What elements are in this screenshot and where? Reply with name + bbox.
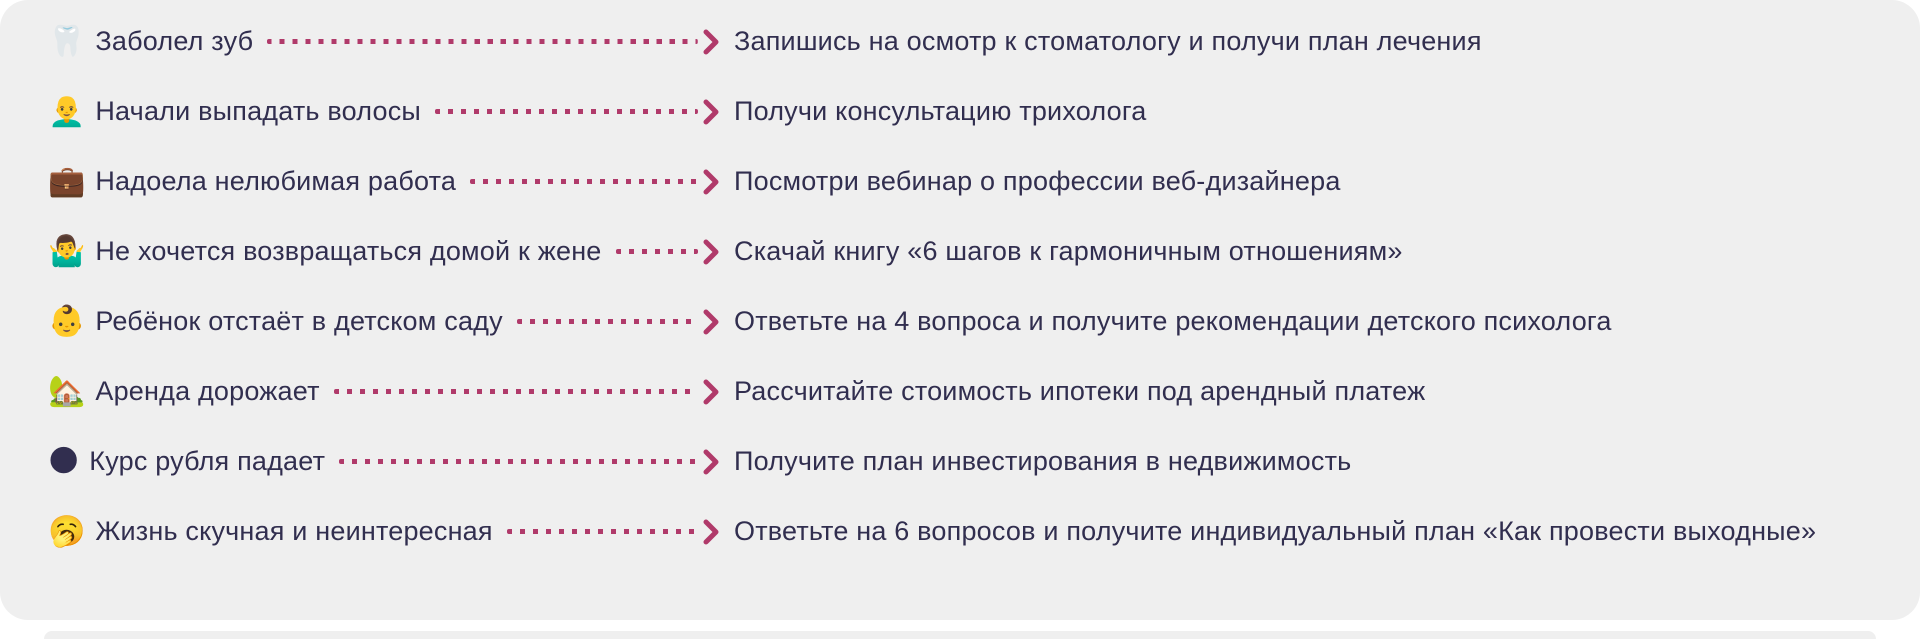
arrow-right-icon xyxy=(702,378,720,406)
problem-side xyxy=(48,516,700,547)
row-ruble xyxy=(48,427,1920,497)
arrow-right-icon xyxy=(702,448,720,476)
problem-side xyxy=(48,166,700,197)
yawning-face-emoji: 🥱 xyxy=(48,514,86,548)
arrow-right-icon xyxy=(702,518,720,546)
tooth-emoji: 🦷 xyxy=(48,24,86,58)
row-relationships xyxy=(48,217,1920,287)
problem-text: Жизнь скучная и неинтересная xyxy=(95,516,493,547)
problem-text: Ребёнок отстаёт в детском саду xyxy=(95,306,503,337)
problem-side xyxy=(48,236,700,267)
bald-man-emoji: 👨‍🦲 xyxy=(48,94,86,128)
dotted-connector xyxy=(339,459,698,464)
dotted-connector xyxy=(517,319,698,324)
problem-text: Аренда дорожает xyxy=(95,376,320,407)
solution-text: Посмотри вебинар о профессии веб-дизайнера xyxy=(734,166,1341,197)
solution-text: Скачай книгу «6 шагов к гармоничным отношениям» xyxy=(734,236,1403,267)
solution-text: Запишись на осмотр к стоматологу и получи план лечения xyxy=(734,26,1482,57)
problem-side xyxy=(48,376,700,407)
next-section-peek xyxy=(44,631,1876,639)
row-rent xyxy=(48,357,1920,427)
solution-text: Ответьте на 4 вопроса и получите рекомендации детского психолога xyxy=(734,306,1612,337)
arrow-right-icon xyxy=(702,308,720,336)
row-boring-life xyxy=(48,497,1920,567)
briefcase-emoji: 💼 xyxy=(48,164,86,198)
problem-text: Не хочется возвращаться домой к жене xyxy=(95,236,602,267)
problem-text: Заболел зуб xyxy=(95,26,254,57)
dotted-connector xyxy=(334,389,698,394)
row-toothache xyxy=(48,7,1920,77)
dotted-connector xyxy=(616,249,698,254)
dotted-connector xyxy=(435,109,698,114)
dotted-connector xyxy=(507,529,698,534)
row-job xyxy=(48,147,1920,217)
house-emoji: 🏡 xyxy=(48,374,86,408)
problem-text: Начали выпадать волосы xyxy=(95,96,422,127)
solution-text: Рассчитайте стоимость ипотеки под арендный платеж xyxy=(734,376,1426,407)
solution-text: Ответьте на 6 вопросов и получите индивидуальный план «Как провести выходные» xyxy=(734,516,1817,547)
arrow-right-icon xyxy=(702,238,720,266)
problem-side xyxy=(48,446,700,477)
arrow-right-icon xyxy=(702,28,720,56)
row-child xyxy=(48,287,1920,357)
arrow-right-icon xyxy=(702,98,720,126)
problem-side xyxy=(48,26,700,57)
row-hair-loss xyxy=(48,77,1920,147)
solution-text: Получи консультацию трихолога xyxy=(734,96,1147,127)
dotted-connector xyxy=(267,39,698,44)
problem-text: Надоела нелюбимая работа xyxy=(95,166,457,197)
problem-side xyxy=(48,306,700,337)
solution-text: Получите план инвестирования в недвижимость xyxy=(734,446,1352,477)
arrow-right-icon xyxy=(702,168,720,196)
baby-emoji: 👶 xyxy=(48,304,86,338)
shrug-emoji: 🤷‍♂️ xyxy=(48,234,86,268)
problem-text: Курс рубля падает xyxy=(89,446,326,477)
problem-side xyxy=(48,96,700,127)
dotted-connector xyxy=(470,179,698,184)
new-moon-emoji: 🌑 xyxy=(48,444,80,478)
